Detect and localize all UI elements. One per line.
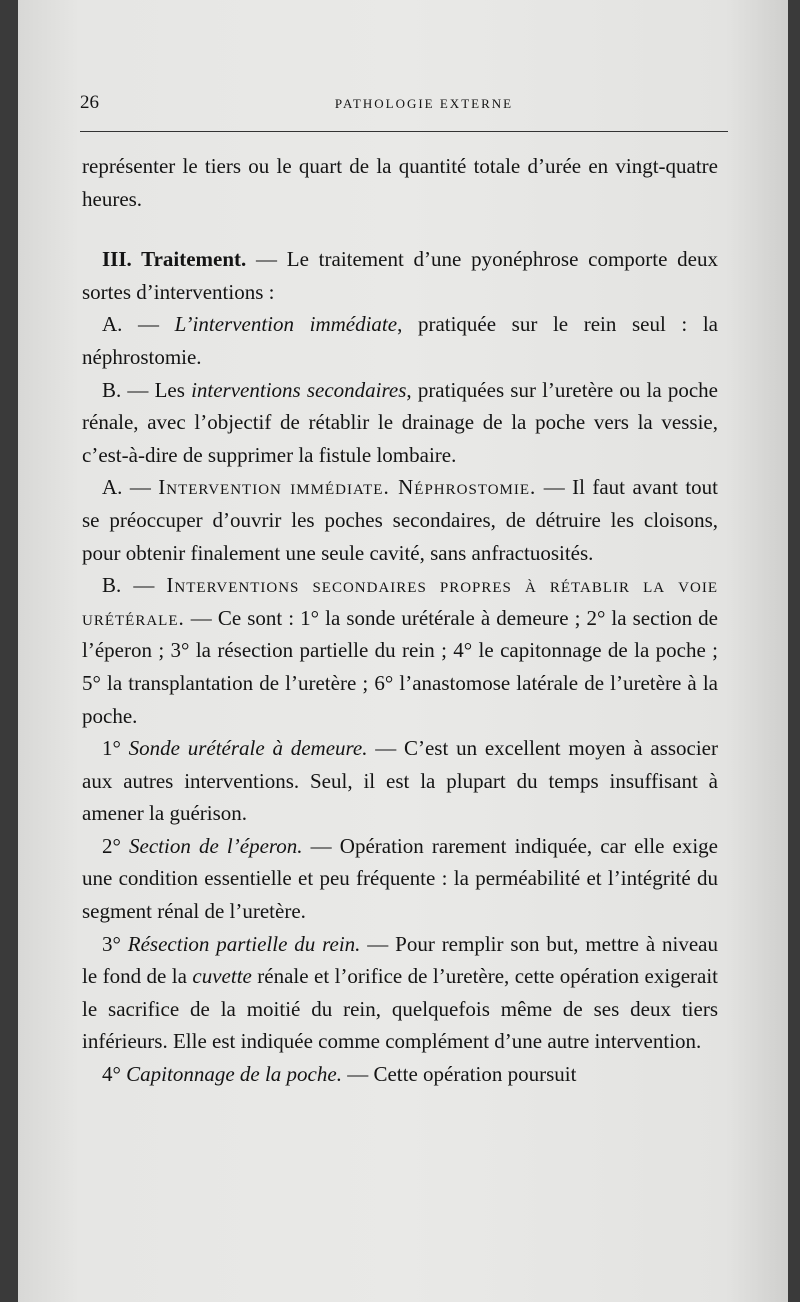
paragraph-treatment: III. Traitement. — Le traitement d’une pyonéphrose comporte deux sortes d’interventions : [82,247,719,304]
paragraph-b-secondary: B. — Les interventions secondaires, pratiquées sur l’uretère ou la poche rénale, avec l’objectif de rétablir le drainage de la poche vers la vessie, c’est-à-dire de supprimer la fistule lombaire. [82,377,718,467]
running-title: PATHOLOGIE EXTERNE [334,96,514,111]
paragraph-secondary-list: B. — Interventions secondaires propres à rétablir la voie urétérale. — Ce sont : 1° la sonde urétérale à demeure ; 2° la section de l’éperon ; 3° la résection partielle du rein ; 4° le capitonnage de la poche ; 5° la transplantation de l’uretère ; 6° l’anastomose latérale de l’uretère à la poche. [82,573,718,728]
page-header [80,92,748,122]
section-heading: III. Traitement. [102,247,247,272]
paragraph-sonde: 1° Sonde urétérale à demeure. — C’est un excellent moyen à associer aux autres interventions. Seul, il est la plupart du temps insuffisant à amener la guérison. [82,736,718,826]
subheading: Intervention immédiate. Néphrostomie. [158,475,537,500]
page-number: 26 [80,92,99,113]
paragraph-a-immediate: A. — L’intervention immédiate, pratiquée sur le rein seul : la néphrostomie. [82,312,718,369]
paragraph-capitonnage: 4° Capitonnage de la poche. — Cette opération poursuit [102,1062,577,1087]
paragraph-eperon: 2° Section de l’éperon. — Opération rarement indiquée, car elle exige une condition essentielle et peu fréquente : la perméabilité et l’intégrité du segment rénal de l’uretère. [82,833,718,924]
subheading: Interventions secondaires propres à rétablir la voie urétérale. [82,573,718,630]
header-rule [80,131,728,132]
paragraph-nephrostomy: A. — Intervention immédiate. Néphrostomie. — Il faut avant tout se préoccuper d’ouvrir les poches secondaires, de détruire les cloisons, pour obtenir finalement une seule cavité, sans anfractuosités. [82,475,719,565]
book-page [18,0,788,1302]
page-body [82,150,718,1091]
paragraph-continuation: représenter le tiers ou le quart de la quantité totale d’urée en vingt-quatre heures. [82,154,718,211]
paragraph-resection: 3° Résection partielle du rein. — Pour remplir son but, mettre à niveau le fond de la cuvette rénale et l’orifice de l’uretère, cette opération exigerait le sacrifice de la moitié du rein, quelquefois même de ses deux tiers inférieurs. Elle est indiquée comme complément d’une autre intervention. [82,931,718,1054]
